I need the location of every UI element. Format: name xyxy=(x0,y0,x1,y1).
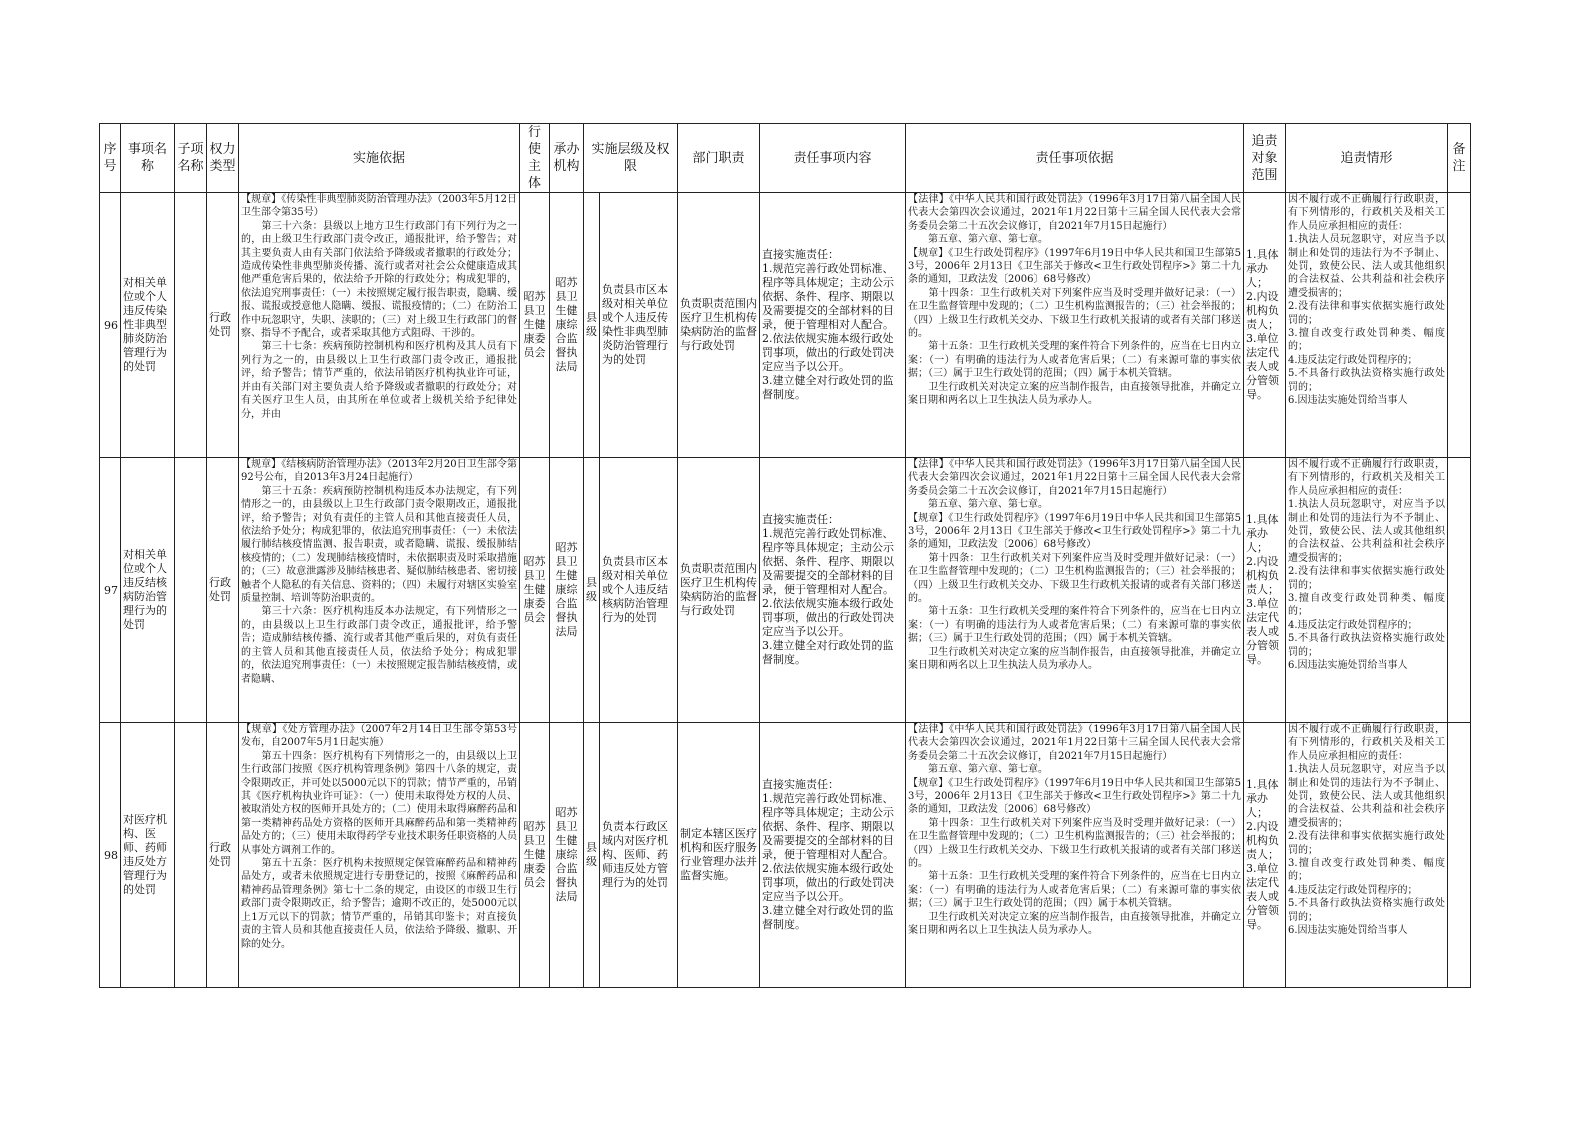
resp-line: 3.建立健全对行政处罚的监督制度。 xyxy=(762,904,894,931)
situation-line: 2.没有法律和事实依据实施行政处罚的； xyxy=(1288,566,1446,591)
header-basis: 实施依据 xyxy=(239,124,520,193)
resp-basis-paragraph: 第十四条：卫生行政机关对下列案件应当及时受理并做好记录：（一）在卫生监督管理中发现的；（二）卫生机构监测报告的；（三）社会举报的；（四）上级卫生行政机关交办、下级卫生行政机关报请的或者有关部门移送的。 xyxy=(908,817,1242,870)
situation-line: 6.因违法实施处罚给当事人 xyxy=(1288,925,1408,937)
situation-line: 4.违反法定行政处罚程序的； xyxy=(1288,354,1418,366)
situation-line: 2.没有法律和事实依据实施行政处罚的； xyxy=(1288,301,1446,326)
accountability-situation xyxy=(1288,458,1445,722)
situation-line: 1.执法人员玩忽职守，对应当予以制止和处罚的违法行为不予制止、处罚，致使公民、法人或其他组织的合法权益、公共利益和社会秩序遭受损害的； xyxy=(1288,499,1446,564)
resp-basis-paragraph: 【法律】《中华人民共和国行政处罚法》（1996年3月17日第八届全国人民代表大会第四次会议通过，2021年1月22日第十三届全国人民代表大会常务委员会第二十五次会议修订，自2021年7月15日起施行） xyxy=(908,194,1242,232)
resp-basis-paragraph: 卫生行政机关对决定立案的应当制作报告，由直接领导批准，并确定立案日期和两名以上卫生执法人员为承办人。 xyxy=(908,646,1242,672)
header-resp-basis: 责任事项依据 xyxy=(906,124,1244,193)
level: 县级 xyxy=(586,841,597,868)
resp-line: 2.依法依规实施本级行政处罚事项，做出的行政处罚决定应当予以公开。 xyxy=(762,597,895,638)
resp-basis-paragraph: 【规章】《卫生行政处罚程序》（1997年6月19日中华人民共和国卫生部第53号，2006年 2月13日《卫生部关于修改<卫生行政处罚程序>》第二十九条的通知，卫政法发〔2006〕68号修改） xyxy=(908,247,1242,286)
power-type: 行政处罚 xyxy=(209,841,231,868)
resp-basis-paragraph: 卫生行政机关对决定立案的应当制作报告，由直接领导批准，并确定立案日期和两名以上卫生执法人员为承办人。 xyxy=(908,911,1242,937)
resp-line: 3.建立健全对行政处罚的监督制度。 xyxy=(762,374,894,401)
exercising-subject: 昭苏县卫生健康委员会 xyxy=(523,555,546,624)
implementation-basis xyxy=(241,723,517,987)
table-row xyxy=(100,458,1471,723)
resp-basis-paragraph: 第十四条：卫生行政机关对下列案件应当及时受理并做好记录：（一）在卫生监督管理中发现的；（二）卫生机构监测报告的；（三）社会举报的；（四）上级卫生行政机关交办、下级卫生行政机关报请的或者有关部门移送的。 xyxy=(908,552,1242,605)
header-name: 事项名称 xyxy=(121,124,175,193)
accountability-scope: 1.具体承办人； 2.内设机构负责人； 3.单位法定代表人或分管领导。 xyxy=(1246,778,1280,931)
header-subject: 行使主体 xyxy=(520,124,550,193)
situation-line: 因不履行或不正确履行行政职责，有下列情形的，行政机关及相关工作人员应承担相应的责任： xyxy=(1288,194,1446,232)
row-seq: 96 xyxy=(100,193,121,458)
header-seq: 序号 xyxy=(100,124,121,193)
resp-basis-paragraph: 第十五条：卫生行政机关受理的案件符合下列条件的，应当在七日内立案：（一）有明确的违法行为人或者危害后果；（二）有来源可靠的事实依据；（三）属于卫生行政处罚的范围；（四）属于本机关管辖。 xyxy=(908,341,1242,380)
situation-line: 5.不具备行政执法资格实施行政处罚的； xyxy=(1288,368,1446,393)
power-type: 行政处罚 xyxy=(209,576,231,603)
handling-org: 昭苏县卫生健康综合监督执法局 xyxy=(555,806,578,903)
level: 县级 xyxy=(586,311,597,338)
resp-line: 直接实施责任： xyxy=(762,778,840,791)
resp-basis-paragraph: 第五章、第六章、第七章。 xyxy=(908,234,1049,246)
basis-paragraph: 【规章】《传染性非典型肺炎防治管理办法》（2003年5月12日卫生部令第35号） xyxy=(241,194,517,219)
accountability-situation xyxy=(1288,193,1445,457)
header-sub: 子项名称 xyxy=(175,124,207,193)
resp-line: 3.建立健全对行政处罚的监督制度。 xyxy=(762,639,894,666)
resp-line: 1.规范完善行政处罚标准、程序等具体规定；主动公示依据、条件、程序、期限以及需要提交的全部材料的目录，便于管理相对人配合。 xyxy=(762,262,895,331)
accountability-situation xyxy=(1288,723,1445,987)
resp-line: 1.规范完善行政处罚标准、程序等具体规定；主动公示依据、条件、程序、期限以及需要提交的全部材料的目录，便于管理相对人配合。 xyxy=(762,527,895,596)
table-row xyxy=(100,193,1471,458)
header-scope: 追责对象范围 xyxy=(1244,124,1286,193)
responsibility-basis xyxy=(908,723,1241,987)
resp-line: 直接实施责任： xyxy=(762,513,840,526)
row-seq: 98 xyxy=(100,723,121,988)
header-org: 承办机构 xyxy=(550,124,584,193)
dept-duty: 负责职责范围内医疗卫生机构传染病防治的监督与行政处罚 xyxy=(680,297,758,352)
level-authority: 负责本行政区域内对医疗机构、医师、药师违反处方管理行为的处罚 xyxy=(602,820,668,889)
resp-line: 2.依法依规实施本级行政处罚事项，做出的行政处罚决定应当予以公开。 xyxy=(762,862,895,903)
basis-paragraph: 第三十六条：县级以上地方卫生行政部门有下列行为之一的，由上级卫生行政部门责令改正，通报批评，给予警告；对其主要负责人由有关部门依法给予降级或者撤职的行政处分；造成传染性非典型肺炎传播、流行或者对社会公众健康造成其他严重危害后果的，依法给予开除的行政处分；构成犯罪的，依法追究刑事责任：（一）未按照规定履行报告职责，隐瞒、缓报、谎报或授意他人隐瞒、缓报、谎报疫情的；（二）在防治工作中玩忽职守，失职、渎职的；（三）对上级卫生行政部门的督察、指导不予配合，或者采取其他方式阻碍、干涉的。 xyxy=(241,220,517,340)
basis-paragraph: 第三十七条：疾病预防控制机构和医疗机构及其人员有下列行为之一的，由县级以上卫生行政部门责令改正，通报批评，给予警告；情节严重的，依法吊销医疗机构执业许可证，并由有关部门对主要负责人给予降级或者撤职的行政处分；对有关医疗卫生人员，由其所在单位或者上级机关给予纪律处分，并由 xyxy=(241,341,517,420)
header-resp: 责任事项内容 xyxy=(760,124,906,193)
basis-paragraph: 第三十六条：医疗机构违反本办法规定，有下列情形之一的，由县级以上卫生行政部门责令改正，通报批评，给予警告；造成肺结核传播、流行或者其他严重后果的，对负有责任的主管人员和其他直接责任人员，依法给予处分；构成犯罪的，依法追究刑事责任：（一）未按照规定报告肺结核疫情，或者隐瞒、 xyxy=(241,606,517,685)
situation-line: 2.没有法律和事实依据实施行政处罚的； xyxy=(1288,831,1446,856)
power-type: 行政处罚 xyxy=(209,311,231,338)
responsibility-basis xyxy=(908,193,1241,457)
level-authority: 负责县市区本级对相关单位或个人违反传染性非典型肺炎防治管理行为的处罚 xyxy=(602,283,668,366)
resp-basis-paragraph: 第十四条：卫生行政机关对下列案件应当及时受理并做好记录：（一）在卫生监督管理中发现的；（二）卫生机构监测报告的；（三）社会举报的；（四）上级卫生行政机关交办、下级卫生行政机关报请的或者有关部门移送的。 xyxy=(908,287,1242,340)
note xyxy=(1448,723,1471,988)
header-level: 实施层级及权限 xyxy=(584,124,678,193)
item-name: 对医疗机构、医师、药师违反处方管理行为的处罚 xyxy=(123,813,167,896)
dept-duty: 负责职责范围内医疗卫生机构传染病防治的监督与行政处罚 xyxy=(680,562,758,617)
dept-duty: 制定本辖区医疗机构和医疗服务行业管理办法并监督实施。 xyxy=(680,827,758,882)
basis-paragraph: 第三十五条：疾病预防控制机构违反本办法规定，有下列情形之一的，由县级以上卫生行政部门责令限期改正，通报批评，给予警告；对负有责任的主管人员和其他直接责任人员，依法给予处分；构成犯罪的，依法追究刑事责任：（一）未依法履行肺结核疫情监测、报告职责，或者隐瞒、谎报、缓报肺结核疫情的；（二）发现肺结核疫情时，未依据职责及时采取措施的；（三）故意泄露涉及肺结核患者、疑似肺结核患者、密切接触者个人隐私的有关信息、资料的；（四）未履行对辖区实验室质量控制、培训等防治职责的。 xyxy=(241,485,517,605)
resp-basis-paragraph: 【法律】《中华人民共和国行政处罚法》（1996年3月17日第八届全国人民代表大会第四次会议通过，2021年1月22日第十三届全国人民代表大会常务委员会第二十五次会议修订，自2021年7月15日起施行） xyxy=(908,459,1242,497)
situation-line: 因不履行或不正确履行行政职责，有下列情形的，行政机关及相关工作人员应承担相应的责任： xyxy=(1288,724,1446,762)
exercising-subject: 昭苏县卫生健康委员会 xyxy=(523,290,546,359)
responsibility-content xyxy=(762,513,903,667)
resp-line: 2.依法依规实施本级行政处罚事项，做出的行政处罚决定应当予以公开。 xyxy=(762,332,895,373)
implementation-basis xyxy=(241,458,517,722)
implementation-basis xyxy=(241,193,517,457)
situation-line: 因不履行或不正确履行行政职责，有下列情形的，行政机关及相关工作人员应承担相应的责任： xyxy=(1288,459,1446,497)
basis-paragraph: 【规章】《处方管理办法》（2007年2月14日卫生部令第53号发布，自2007年5月1日起实施） xyxy=(241,724,517,749)
table-header xyxy=(100,124,1471,193)
situation-line: 5.不具备行政执法资格实施行政处罚的； xyxy=(1288,898,1446,923)
basis-paragraph: 【规章】《结核病防治管理办法》（2013年2月20日卫生部令第92号公布，自2013年3月24日起施行） xyxy=(241,459,517,484)
situation-line: 3.擅自改变行政处罚种类、幅度的； xyxy=(1288,858,1446,883)
note xyxy=(1448,458,1471,723)
resp-basis-paragraph: 卫生行政机关对决定立案的应当制作报告，由直接领导批准，并确定立案日期和两名以上卫生执法人员为承办人。 xyxy=(908,381,1242,407)
basis-paragraph: 第五十四条：医疗机构有下列情形之一的，由县级以上卫生行政部门按照《医疗机构管理条例》第四十八条的规定，责令限期改正，并可处以5000元以下的罚款；情节严重的，吊销其《医疗机构执业许可证》：（一）使用未取得处方权的人员、被取消处方权的医师开具处方的；（二）使用未取得麻醉药品和第一类精神药品处方资格的医师开具麻醉药品和第一类精神药品处方的；（三）使用未取得药学专业技术职务任职资格的人员从事处方调剂工作的。 xyxy=(241,750,517,856)
resp-basis-paragraph: 第十五条：卫生行政机关受理的案件符合下列条件的，应当在七日内立案：（一）有明确的违法行为人或者危害后果；（二）有来源可靠的事实依据；（三）属于卫生行政处罚的范围；（四）属于本机关管辖。 xyxy=(908,871,1242,910)
situation-line: 4.违反法定行政处罚程序的； xyxy=(1288,619,1418,631)
resp-basis-paragraph: 第五章、第六章、第七章。 xyxy=(908,499,1049,511)
resp-line: 直接实施责任： xyxy=(762,248,840,261)
header-duty: 部门职责 xyxy=(678,124,760,193)
header-note: 备注 xyxy=(1448,124,1471,193)
responsibility-content xyxy=(762,248,903,402)
situation-line: 6.因违法实施处罚给当事人 xyxy=(1288,660,1408,672)
situation-line: 6.因违法实施处罚给当事人 xyxy=(1288,395,1408,407)
resp-basis-paragraph: 【规章】《卫生行政处罚程序》（1997年6月19日中华人民共和国卫生部第53号，2006年 2月13日《卫生部关于修改<卫生行政处罚程序>》第二十九条的通知，卫政法发〔2006〕68号修改） xyxy=(908,777,1242,816)
level: 县级 xyxy=(586,576,597,603)
power-list-table xyxy=(99,123,1471,988)
situation-line: 4.违反法定行政处罚程序的； xyxy=(1288,884,1418,896)
responsibility-basis xyxy=(908,458,1241,722)
accountability-scope: 1.具体承办人； 2.内设机构负责人； 3.单位法定代表人或分管领导。 xyxy=(1246,513,1280,666)
situation-line: 1.执法人员玩忽职守，对应当予以制止和处罚的违法行为不予制止、处罚，致使公民、法人或其他组织的合法权益、公共利益和社会秩序遭受损害的； xyxy=(1288,764,1446,829)
table-row xyxy=(100,723,1471,988)
header-situation: 追责情形 xyxy=(1286,124,1448,193)
exercising-subject: 昭苏县卫生健康委员会 xyxy=(523,820,546,889)
resp-basis-paragraph: 第十五条：卫生行政机关受理的案件符合下列条件的，应当在七日内立案：（一）有明确的违法行为人或者危害后果；（二）有来源可靠的事实依据；（三）属于卫生行政处罚的范围；（四）属于本机关管辖。 xyxy=(908,606,1242,645)
situation-line: 3.擅自改变行政处罚种类、幅度的； xyxy=(1288,328,1446,353)
situation-line: 3.擅自改变行政处罚种类、幅度的； xyxy=(1288,593,1446,618)
note xyxy=(1448,193,1471,458)
resp-basis-paragraph: 【法律】《中华人民共和国行政处罚法》（1996年3月17日第八届全国人民代表大会第四次会议通过，2021年1月22日第十三届全国人民代表大会常务委员会第二十五次会议修订，自2021年7月15日起施行） xyxy=(908,724,1242,762)
resp-basis-paragraph: 第五章、第六章、第七章。 xyxy=(908,764,1049,776)
handling-org: 昭苏县卫生健康综合监督执法局 xyxy=(555,276,578,373)
situation-line: 5.不具备行政执法资格实施行政处罚的； xyxy=(1288,633,1446,658)
basis-paragraph: 第五十五条：医疗机构未按照规定保管麻醉药品和精神药品处方，或者未依照规定进行专册登记的，按照《麻醉药品和精神药品管理条例》第七十二条的规定，由设区的市级卫生行政部门责令限期改正，给予警告；逾期不改正的，处5000元以上1万元以下的罚款；情节严重的，吊销其印鉴卡；对直接负责的主管人员和其他直接责任人员，依法给予降级、撤职、开除的处分。 xyxy=(241,858,517,950)
handling-org: 昭苏县卫生健康综合监督执法局 xyxy=(555,541,578,638)
responsibility-content xyxy=(762,778,903,932)
situation-line: 1.执法人员玩忽职守，对应当予以制止和处罚的违法行为不予制止、处罚，致使公民、法人或其他组织的合法权益、公共利益和社会秩序遭受损害的； xyxy=(1288,234,1446,299)
header-ptype: 权力类型 xyxy=(207,124,239,193)
table-body xyxy=(100,193,1471,988)
accountability-scope: 1.具体承办人； 2.内设机构负责人； 3.单位法定代表人或分管领导。 xyxy=(1246,248,1280,401)
item-name: 对相关单位或个人违反结核病防治管理行为的处罚 xyxy=(123,548,167,631)
item-name: 对相关单位或个人违反传染性非典型肺炎防治管理行为的处罚 xyxy=(123,276,167,373)
resp-basis-paragraph: 【规章】《卫生行政处罚程序》（1997年6月19日中华人民共和国卫生部第53号，2006年 2月13日《卫生部关于修改<卫生行政处罚程序>》第二十九条的通知，卫政法发〔2006〕68号修改） xyxy=(908,512,1242,551)
level-authority: 负责县市区本级对相关单位或个人违反结核病防治管理行为的处罚 xyxy=(602,555,668,624)
row-seq: 97 xyxy=(100,458,121,723)
resp-line: 1.规范完善行政处罚标准、程序等具体规定；主动公示依据、条件、程序、期限以及需要提交的全部材料的目录，便于管理相对人配合。 xyxy=(762,792,895,861)
